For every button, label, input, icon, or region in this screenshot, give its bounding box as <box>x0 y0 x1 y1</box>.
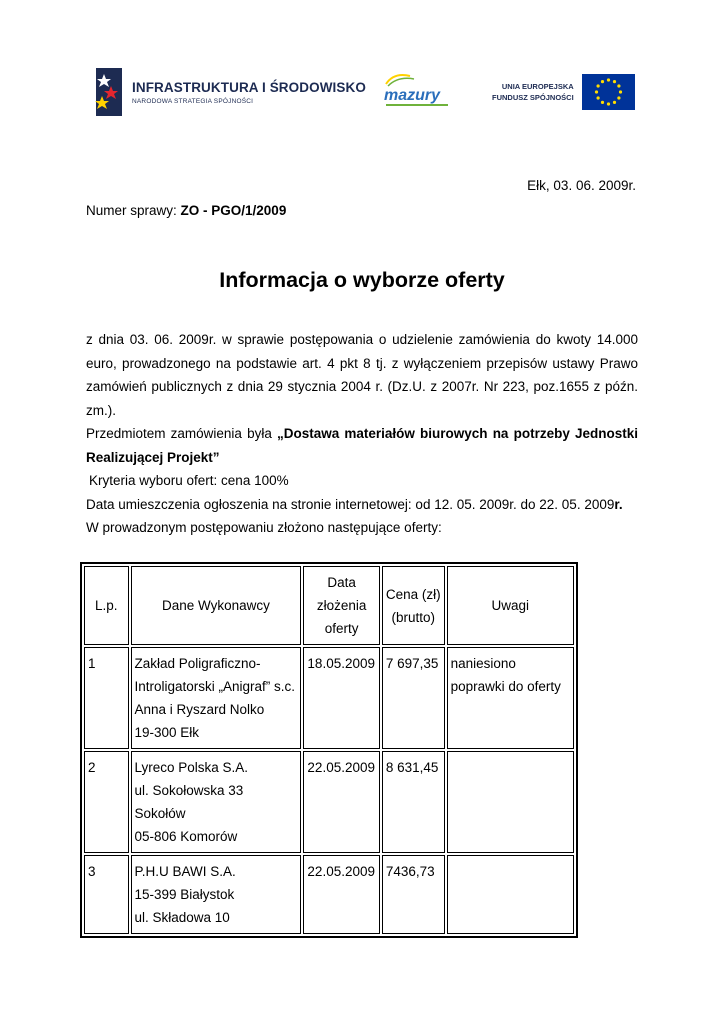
header-notes: Uwagi <box>447 566 574 645</box>
cell-date: 22.05.2009 <box>303 855 379 934</box>
cell-lp: 2 <box>84 751 129 853</box>
cell-contractor <box>131 647 302 749</box>
case-number: ZO - PGO/1/2009 <box>180 203 287 218</box>
header-date <box>303 566 379 645</box>
case-number-label: Numer sprawy: <box>86 203 181 218</box>
header-date-line: złożenia <box>316 598 367 613</box>
eu-line1: UNIA EUROPEJSKA <box>501 82 574 91</box>
cell-notes <box>447 647 574 749</box>
subject-paragraph <box>86 422 638 469</box>
offers-table <box>80 562 578 938</box>
announcement-end: r. <box>614 496 623 512</box>
criteria-line: Kryteria wyboru ofert: cena 100% <box>89 473 289 488</box>
place-date: Ełk, 03. 06. 2009r. <box>527 178 636 193</box>
case-number-line <box>86 203 286 218</box>
document-title: Informacja o wyborze oferty <box>219 268 505 292</box>
infrastruktura-subtitle: NARODOWA STRATEGIA SPÓJNOŚCI <box>132 97 254 105</box>
cell-notes <box>447 751 574 853</box>
cell-price: 7436,73 <box>382 855 445 934</box>
table-row <box>84 647 574 749</box>
announcement-line <box>86 493 638 517</box>
cell-contractor <box>131 751 302 853</box>
header-price <box>382 566 445 645</box>
notes-line: naniesiono <box>450 656 516 671</box>
cell-lp: 1 <box>84 647 129 749</box>
eu-line2: FUNDUSZ SPÓJNOŚCI <box>492 93 574 102</box>
subject-text: „Dostawa materiałów biurowych na potrzeby Jednostki Realizującej Projekt” <box>86 426 638 465</box>
eu-flag-icon <box>582 74 635 110</box>
intro-paragraph: z dnia 03. 06. 2009r. w sprawie postępowania o udzielenie zamówienia do kwoty 14.000 euro, prowadzonego na podstawie art. 4 pkt 8 tj. z wyłączeniem przepisów ustawy Prawo zamówień publicznych z dnia 29 stycznia 2004 r. (Dz.U. z 2007r. Nr 223, poz.1655 z późn. zm.). <box>86 332 638 418</box>
header-date-line: Data <box>327 575 356 590</box>
contractor-line: Introligatorski „Anigraf” s.c. <box>134 679 296 694</box>
cell-notes <box>447 855 574 934</box>
table-header-row <box>84 566 574 645</box>
notes-line: poprawki do oferty <box>450 679 561 694</box>
contractor-line: Zakład Poligraficzno- <box>134 656 261 671</box>
contractor-line: Lyreco Polska S.A. <box>134 760 249 775</box>
header-price-line: (brutto) <box>391 609 435 625</box>
contractor-line: 05-806 Komorów <box>134 829 238 844</box>
contractor-line: Anna i Ryszard Nolko <box>134 702 265 717</box>
cell-lp: 3 <box>84 855 129 934</box>
cell-contractor <box>131 855 302 934</box>
subject-label: Przedmiotem zamówienia była <box>86 426 277 441</box>
contractor-line: ul. Sokołowska 33 Sokołów <box>134 783 244 821</box>
table-row <box>84 751 574 853</box>
header-price-line: Cena (zł) <box>385 586 441 602</box>
mazury-wordmark: mazury <box>384 87 441 104</box>
contractor-line: 15-399 Białystok <box>134 887 235 902</box>
contractor-line: P.H.U BAWI S.A. <box>134 864 236 879</box>
header-lp: L.p. <box>84 566 129 645</box>
table-row <box>84 855 574 934</box>
logo-bar <box>92 66 632 118</box>
header-contractor: Dane Wykonawcy <box>131 566 302 645</box>
offers-intro-line: W prowadzonym postępowaniu złożono następujące oferty: <box>86 520 442 535</box>
announcement-text: Data umieszczenia ogłoszenia na stronie internetowej: od 12. 05. 2009r. do 22. 05. 2009 <box>86 496 615 512</box>
cell-date: 22.05.2009 <box>303 751 379 853</box>
header-date-line: oferty <box>324 621 359 636</box>
infrastruktura-title: INFRASTRUKTURA I ŚRODOWISKO <box>132 79 366 95</box>
infrastruktura-logo <box>92 66 366 118</box>
contractor-line: 19-300 Ełk <box>134 725 200 740</box>
infrastruktura-emblem-icon <box>92 66 126 118</box>
cell-date: 18.05.2009 <box>303 647 379 749</box>
eu-logo <box>492 74 635 110</box>
contractor-line: ul. Składowa 10 <box>134 910 230 925</box>
mazury-logo-graphic-icon <box>380 70 456 110</box>
mazury-logo <box>380 70 456 110</box>
cell-price: 8 631,45 <box>382 751 445 853</box>
document-body <box>86 328 638 540</box>
cell-price: 7 697,35 <box>382 647 445 749</box>
